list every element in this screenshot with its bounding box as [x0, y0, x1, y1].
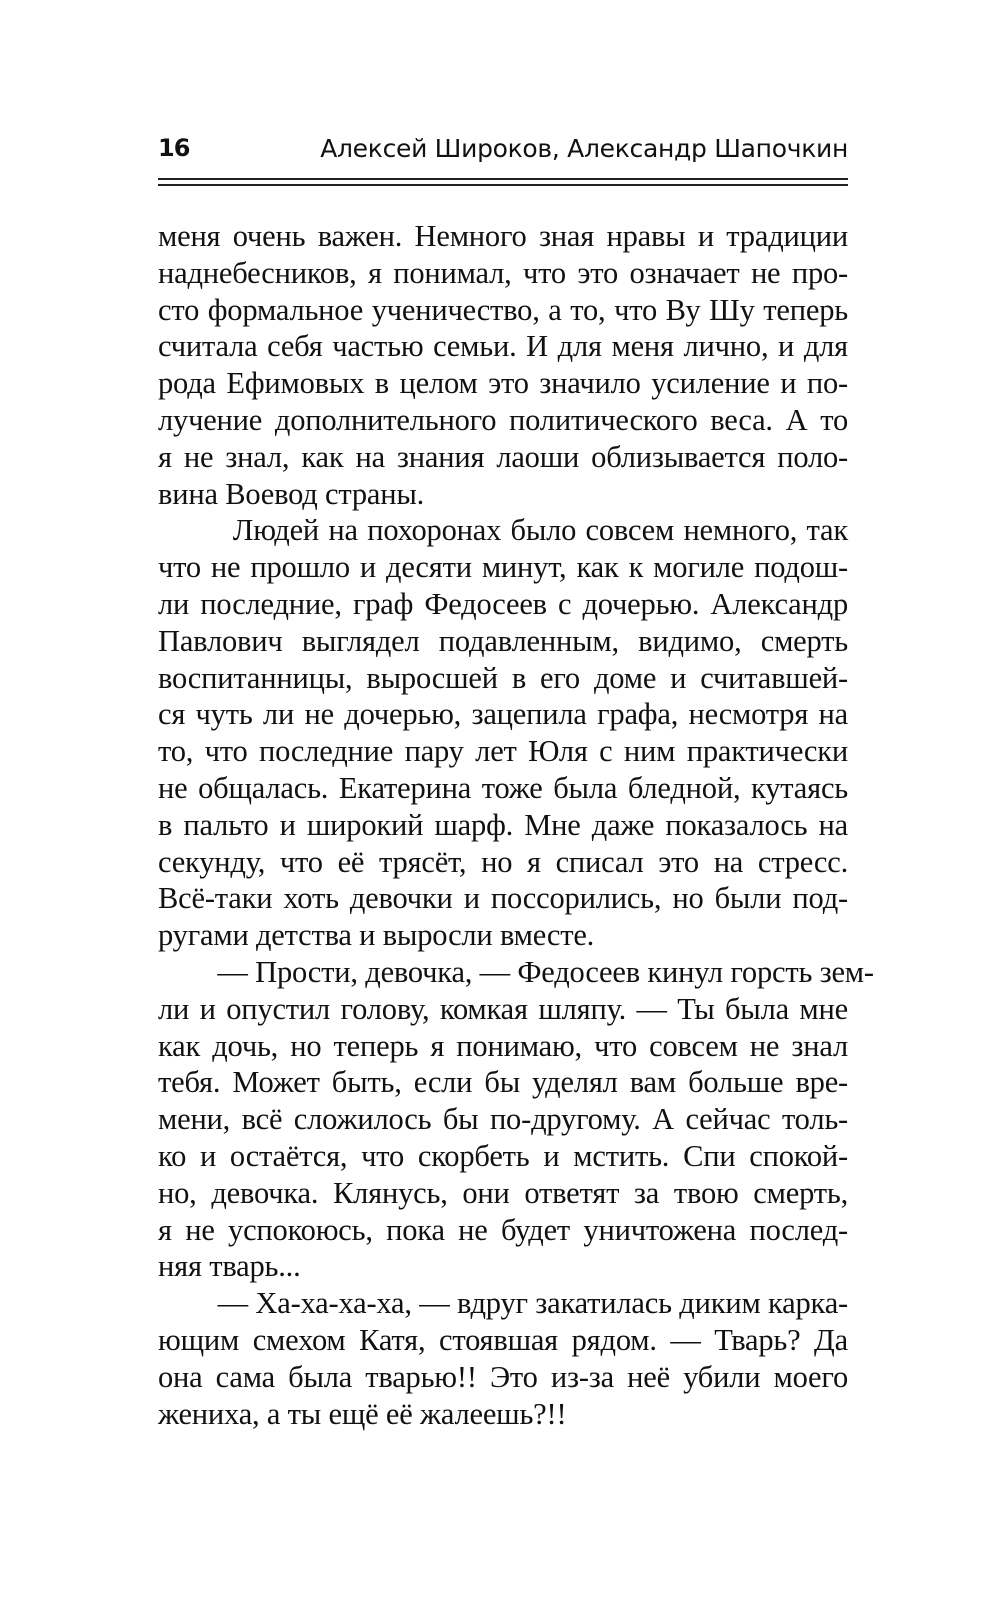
- text-line: наднебесников, я понимал, что это означает не про-: [158, 255, 848, 290]
- text-line: она сама была тварью!! Это из-за неё убили моего: [158, 1359, 848, 1394]
- text-line: ся чуть ли не дочерью, зацепила графа, несмотря на: [158, 697, 848, 732]
- text-line: я не знал, как на знания лаоши облизывается поло-: [158, 439, 848, 474]
- page-header: [158, 128, 848, 188]
- text-line: — Ха-ха-ха-ха, — вдруг закатилась диким карка-: [158, 1286, 848, 1321]
- header-rule-bottom: [158, 184, 848, 186]
- text-line: ли последние, граф Федосеев с дочерью. Александр: [158, 586, 848, 621]
- text-line: тебя. Может быть, если бы уделял вам больше вре-: [158, 1065, 848, 1100]
- text-line: считала себя частью семьи. И для меня лично, и для: [158, 329, 848, 364]
- text-line: лучение дополнительного политического веса. А то: [158, 402, 848, 437]
- text-line: жениха, а ты ещё её жалеешь?!!: [158, 1396, 567, 1431]
- text-line: Павлович выглядел подавленным, видимо, смерть: [158, 623, 848, 658]
- text-line: то, что последние пару лет Юля с ним практически: [158, 734, 848, 769]
- text-line: мени, всё сложилось бы по-другому. А сейчас толь-: [158, 1102, 848, 1137]
- text-line: но, девочка. Клянусь, они ответят за твою смерть,: [158, 1175, 848, 1210]
- text-line: как дочь, но теперь я понимаю, что совсем не знал: [158, 1028, 848, 1063]
- running-head-authors: Алексей Широков, Александр Шапочкин: [320, 134, 848, 163]
- text-line: няя тварь...: [158, 1249, 301, 1284]
- text-line: ко и остаётся, что скорбеть и мстить. Спи спокой-: [158, 1138, 848, 1173]
- text-line: воспитанницы, выросшей в его доме и считавшей-: [158, 660, 848, 695]
- text-line: ругами детства и выросли вместе.: [158, 918, 595, 953]
- body-text: [158, 218, 874, 1432]
- text-line: в пальто и широкий шарф. Мне даже показалось на: [158, 807, 848, 842]
- text-line: меня очень важен. Немного зная нравы и традиции: [158, 219, 848, 253]
- text-line: — Прости, девочка, — Федосеев кинул горсть зем-: [158, 954, 874, 989]
- text-line: сто формальное ученичество, а то, что Ву Шу теперь: [158, 292, 848, 327]
- text-line: я не успокоюсь, пока не будет уничтожена послед-: [158, 1212, 848, 1247]
- text-line: не общалась. Екатерина тоже была бледной, кутаясь: [158, 770, 848, 805]
- text-line: рода Ефимовых в целом это значило усиление и по-: [158, 366, 848, 401]
- page-number: 16: [158, 134, 190, 162]
- text-line: Людей на похоронах было совсем немного, так: [158, 513, 848, 548]
- text-line: что не прошло и десяти минут, как к могиле подош-: [158, 550, 848, 585]
- text-line: Всё-таки хоть девочки и поссорились, но были под-: [158, 881, 848, 916]
- text-line: ющим смехом Катя, стоявшая рядом. — Тварь? Да: [158, 1322, 848, 1357]
- header-rule-top: [158, 178, 848, 180]
- text-line: секунду, что её трясёт, но я списал это на стресс.: [158, 844, 848, 879]
- text-line: ли и опустил голову, комкая шляпу. — Ты была мне: [158, 991, 848, 1026]
- text-line: вина Воевод страны.: [158, 476, 425, 511]
